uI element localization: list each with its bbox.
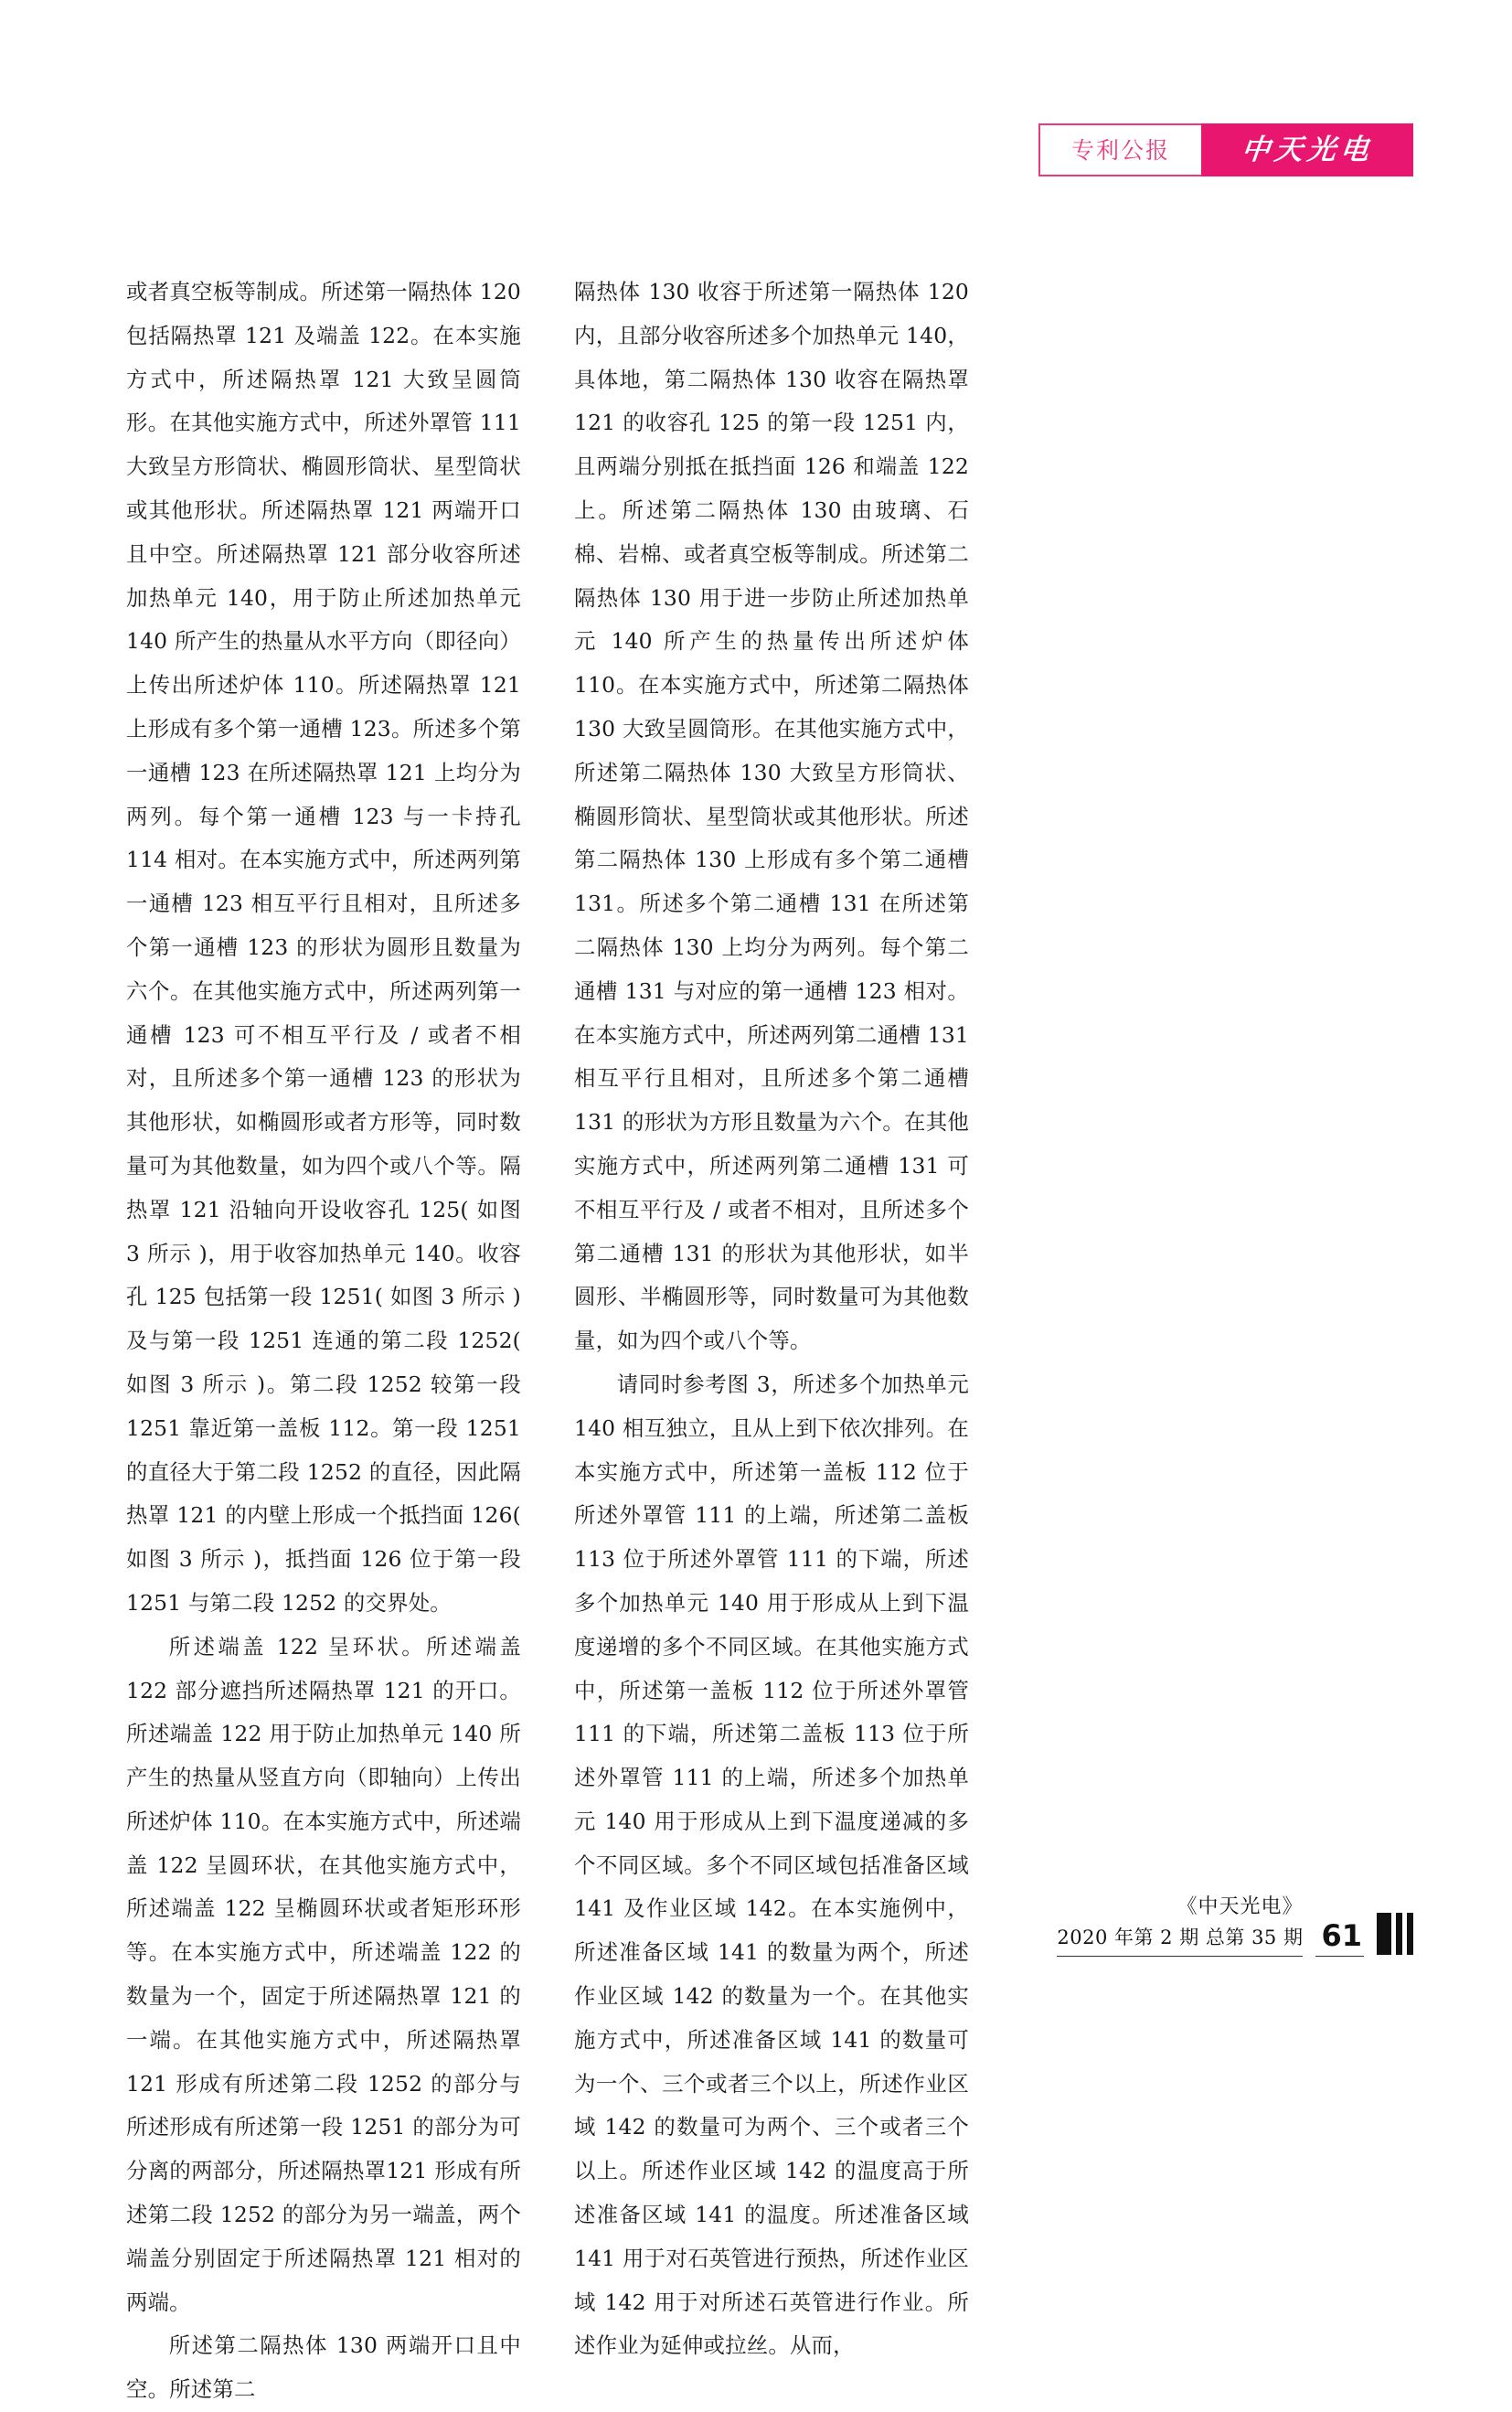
paragraph: 请同时参考图 3，所述多个加热单元 140 相互独立，且从上到下依次排列。在本实施方式中，所述第一盖板 112 位于所述外罩管 111 的上端，所述第二盖板 113 位于所述外罩管 111 的下端，所述多个加热单元 140 用于形成从上到下温度递增的多个不同区域。在其他实施方式中，所述第一盖板 112 位于所述外罩管 111 的下端，所述第二盖板 113 位于所述外罩管 111 的上端，所述多个加热单元 140 用于形成从上到下温度递减的多个不同区域。多个不同区域包括准备区域 141 及作业区域 142。在本实施例中，所述准备区域 141 的数量为两个，所述作业区域 142 的数量为一个。在其他实施方式中，所述准备区域 141 的数量可为一个、三个或者三个以上，所述作业区域 142 的数量可为两个、三个或者三个以上。所述作业区域 142 的温度高于所述准备区域 141 的温度。所述准备区域 141 用于对石英管进行预热，所述作业区域 142 用于对所述石英管进行作业。所述作业为延伸或拉丝。从而， [574,1371,969,2359]
bulletin-tag-label: 专利公报 [1070,136,1170,164]
footer-issue-info: 2020 年第 2 期 总第 35 期 [1057,1923,1303,1957]
footer-publication-info [1057,1892,1303,1957]
page-number: 61 [1315,1921,1364,1957]
footer-bar-thick [1377,1913,1391,1955]
footer-journal-title: 《中天光电》 [1177,1895,1304,1918]
page-masthead [1038,123,1413,176]
paragraph: 所述第二隔热体 130 两端开口且中空。所述第二 [126,2332,521,2403]
paragraph: 隔热体 130 收容于所述第一隔热体 120 内，且部分收容所述多个加热单元 140，具体地，第二隔热体 130 收容在隔热罩 121 的收容孔 125 的第一段 1251 内，且两端分别抵在抵挡面 126 和端盖 122 上。所述第二隔热体 130 由玻璃、石棉、岩棉、或者真空板等制成。所述第二隔热体 130 用于进一步防止所述加热单元 140 所产生的热量传出所述炉体 110。在本实施方式中，所述第二隔热体 130 大致呈圆筒形。在其他实施方式中，所述第二隔热体 130 大致呈方形筒状、椭圆形筒状、星型筒状或其他形状。所述第二隔热体 130 上形成有多个第二通槽 131。所述多个第二通槽 131 在所述第二隔热体 130 上均分为两列。每个第二通槽 131 与对应的第一通槽 123 相对。在本实施方式中，所述两列第二通槽 131 相互平行且相对，且所述多个第二通槽 131 的形状为方形且数量为六个。在其他实施方式中，所述两列第二通槽 131 可不相互平行及 / 或者不相对，且所述多个第二通槽 131 的形状为其他形状，如半圆形、半椭圆形等，同时数量可为其他数量，如为四个或八个等。 [574,279,969,1354]
text-column-left [126,271,521,2412]
brand-logo-block [1201,123,1413,176]
brand-logo-label: 中天光电 [1240,133,1375,166]
page-footer [1057,1892,1413,1957]
footer-bar-thin-1 [1396,1913,1402,1955]
article-body [126,271,1391,2412]
text-column-right [574,271,969,2412]
footer-bars-decoration [1377,1913,1413,1957]
bulletin-tag-box [1038,123,1201,176]
footer-bar-thin-2 [1407,1913,1413,1955]
paragraph: 或者真空板等制成。所述第一隔热体 120 包括隔热罩 121 及端盖 122。在本实施方式中，所述隔热罩 121 大致呈圆筒形。在其他实施方式中，所述外罩管 111 大致呈方形筒状、椭圆形筒状、星型筒状或其他形状。所述隔热罩 121 两端开口且中空。所述隔热罩 121 部分收容所述加热单元 140，用于防止所述加热单元 140 所产生的热量从水平方向（即径向）上传出所述炉体 110。所述隔热罩 121 上形成有多个第一通槽 123。所述多个第一通槽 123 在所述隔热罩 121 上均分为两列。每个第一通槽 123 与一卡持孔 114 相对。在本实施方式中，所述两列第一通槽 123 相互平行且相对，且所述多个第一通槽 123 的形状为圆形且数量为六个。在其他实施方式中，所述两列第一通槽 123 可不相互平行及 / 或者不相对，且所述多个第一通槽 123 的形状为其他形状，如椭圆形或者方形等，同时数量可为其他数量，如为四个或八个等。隔热罩 121 沿轴向开设收容孔 125( 如图 3 所示 )，用于收容加热单元 140。收容孔 125 包括第一段 1251( 如图 3 所示 ) 及与第一段 1251 连通的第二段 1252( 如图 3 所示 )。第二段 1252 较第一段 1251 靠近第一盖板 112。第一段 1251 的直径大于第二段 1252 的直径，因此隔热罩 121 的内壁上形成一个抵挡面 126( 如图 3 所示 )，抵挡面 126 位于第一段 1251 与第二段 1252 的交界处。 [126,279,521,1616]
paragraph: 所述端盖 122 呈环状。所述端盖 122 部分遮挡所述隔热罩 121 的开口。所述端盖 122 用于防止加热单元 140 所产生的热量从竖直方向（即轴向）上传出所述炉体 110。在本实施方式中，所述端盖 122 呈圆环状，在其他实施方式中，所述端盖 122 呈椭圆环状或者矩形环形等。在本实施方式中，所述端盖 122 的数量为一个，固定于所述隔热罩 121 的一端。在其他实施方式中，所述隔热罩 121 形成有所述第二段 1252 的部分与所述形成有所述第一段 1251 的部分为可分离的两部分，所述隔热罩121 形成有所述第二段 1252 的部分为另一端盖，两个端盖分别固定于所述隔热罩 121 相对的两端。 [126,1633,521,2315]
